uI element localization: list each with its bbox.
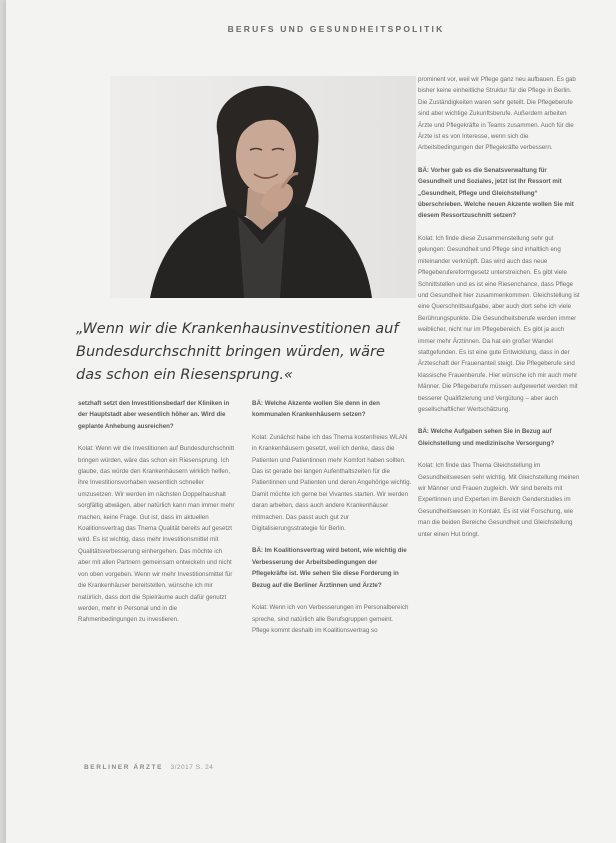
question-paragraph: BÄ: Im Koalitionsvertrag wird betont, wie wichtig die Verbesserung der Arbeitsbedingungen der Pflegekräfte ist. Wie sehen Sie diese Forderung in Bezug auf die Berliner Ärztinnen und Ärzte? — [252, 547, 407, 589]
answer-paragraph: Kolat: Zunächst habe ich das Thema kostenfreies WLAN in Krankenhäusern gesetzt, weil ich denke, dass die Patienten und Patientinnen mehr Komfort haben sollten. Das ist gerade bei langen Aufenthaltszeiten für die Patientinnen und Patienten und deren Angehörige wichtig. Damit möchte ich gerne bei Vivantes starten. Wir werden daran arbeiten, dass auch andere Krankenhäuser mitmachen. Das passt auch gut zur Digitalisierungsstrategie für Berlin. — [252, 433, 412, 533]
question-paragraph: BÄ: Welche Akzente wollen Sie denn in den kommunalen Krankenhäusern setzen? — [252, 400, 380, 419]
issue-info: 3/2017 S. 24 — [170, 764, 214, 771]
page-footer — [84, 764, 213, 771]
question-paragraph: BÄ: Vorher gab es die Senatsverwaltung für Gesundheit und Soziales, jetzt ist Ihr Ressort mit „Gesundheit, Pflege und Gleichstellung“ überschrieben. Welche neuen Akzente wollen Sie mit diesem Ressortzuschnitt setzen? — [418, 166, 574, 220]
answer-paragraph: Kolat: Ich finde diese Zusammenstellung sehr gut gelungen: Gesundheit und Pflege sind inhaltlich eng miteinander verknüpft. Das wird auch das neue Pflegeberufereformgesetz unterstreichen. Es gibt viele Schnittstellen und es ist eine Riesenchance, dass Pflege und Gesundheit hier zusammenkommen. Gleichstellung ist eine Querschnittsaufgabe, aber auch dort sehe ich viele Berührungspunkte. Die Gesundheitsberufe werden immer weiblicher, nicht nur im Pflegebereich. Es gibt ja auch immer mehr Ärztinnen. Da hat ein großer Wandel stattgefunden. Es ist eine gute Entwicklung, dass in der Ärzteschaft der Frauenanteil steigt. Die Pflegeberufe sind klassische Frauenberufe. Hier wünsche ich mir auch mehr Männer. Die Pflegeberufe müssen aufgewertet werden mit besserer Qualifizierung und Vergütung – aber auch gesellschaftlicher Wertschätzung. — [418, 234, 580, 413]
answer-paragraph: Kolat: Wenn wir die Investitionen auf Bundesdurchschnitt bringen würden, wäre das schon ein Riesensprung. Ich glaube, das würde den Krankenhäusern wirklich helfen, ihre Investitionsvorhaben wesentlich schneller umzusetzen. Wir werden im nächsten Doppelhaushalt sorgfältig abwägen, aber natürlich kann man immer mehr machen, keine Frage. Gut ist, dass im aktuellen Koalitionsvertrag das Thema Qualität bereits auf gesetzt wird. Es ist wichtig, dass mehr Investitionsmittel mit Qualitätsverbesserung einhergehen. Das möchte ich aber mit allen Partnern gemeinsam entwickeln und nicht von oben vorgeben. Wenn wir mehr Investitionsmittel für die Krankenhäuser bereitstellen, wünsche ich mir natürlich, dass dort die Spielräume auch dafür genutzt werden, mehr in Personal und in die Rahmenbedingungen zu investieren. — [78, 445, 235, 624]
magazine-name: BERLINER ÄRZTE — [84, 764, 164, 771]
portrait-photo — [110, 76, 416, 298]
question-paragraph: setzhaft setzt den Investitionsbedarf der Kliniken in der Hauptstadt aber wesentlich höher an. Wird die geplante Anhebung ausreichen? — [78, 400, 230, 430]
text-column-2 — [252, 398, 412, 647]
section-header: BERUFS UND GESUNDHEITSPOLITIK — [227, 24, 445, 34]
pull-quote: „Wenn wir die Krankenhausinvestitionen auf Bundesdurchschnitt bringen würden, wäre das schon ein Riesensprung.« — [76, 321, 399, 383]
text-column-1 — [78, 398, 236, 637]
answer-paragraph: Kolat: Ich finde das Thema Gleichstellung im Gesundheitswesen sehr wichtig. Mit Gleichstellung meinen wir Männer und Frauen zugleich. Wir sind bereits mit Expertinnen und Experten im Bereich Genderstudies im Gesundheitswesen in Kontakt. Es ist viel Forschung, wie man die beiden Bereiche Gesundheit und Gleichstellung unter einen Hut bringt. — [418, 462, 580, 538]
text-column-3 — [418, 74, 580, 551]
answer-paragraph: prominent vor, weil wir Pflege ganz neu aufbauen. Es gab bisher keine einheitliche Struktur für die Pflege in Berlin. Die Zuständigkeiten waren sehr geteilt. Die Pflegeberufe sind aber wichtige Zukunftsberufe. Außerdem arbeiten Ärzte und Pflegekräfte in Teams zusammen. Auch für die Ärzte ist es von Interesse, wenn sich die Arbeitsbedingungen der Pflegekräfte verbessern. — [418, 76, 576, 152]
portrait-illustration — [110, 76, 416, 298]
magazine-page — [6, 0, 616, 843]
question-paragraph: BÄ: Welche Aufgaben sehen Sie in Bezug auf Gleichstellung und medizinische Versorgung? — [418, 428, 555, 447]
answer-paragraph: Kolat: Wenn ich von Verbesserungen im Personalbereich spreche, sind natürlich alle Berufsgruppen gemeint. Pflege kommt deshalb im Koalitionsvertrag so — [252, 604, 409, 634]
